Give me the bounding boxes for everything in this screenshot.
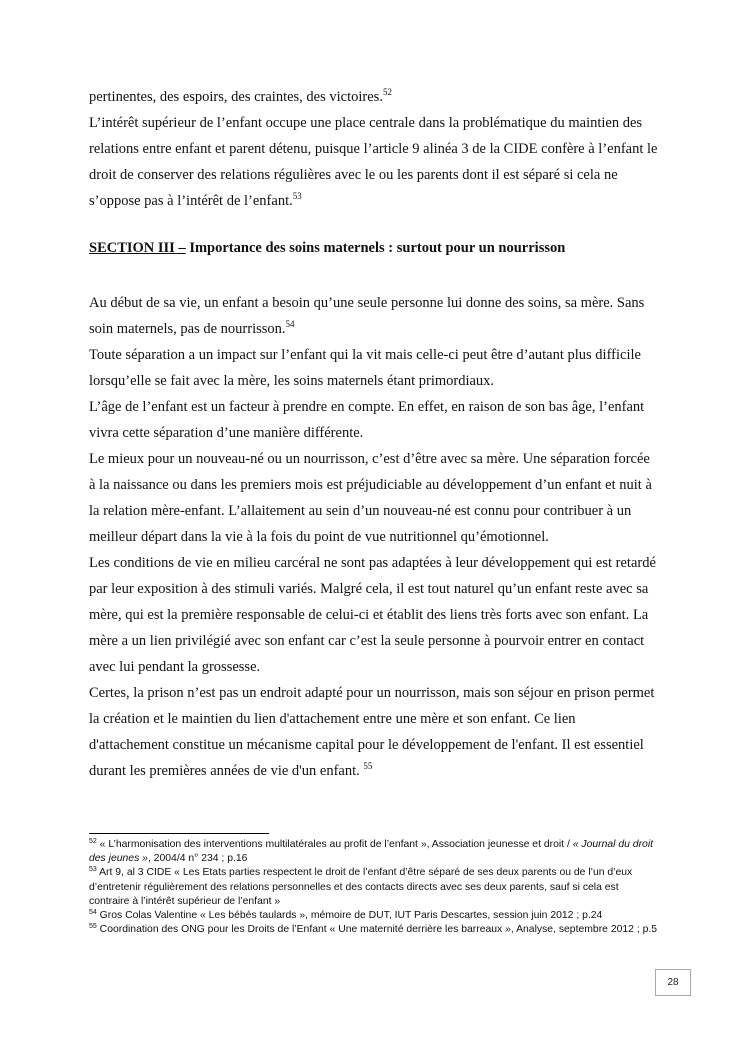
- page-number: 28: [655, 969, 691, 996]
- paragraph: Toute séparation a un impact sur l’enfant qui la vit mais celle-ci peut être d’autant plus difficile lorsqu’elle se fait avec la mère, les soins maternels étant primordiaux.: [89, 347, 641, 389]
- footnote: $^{55}$ Coordination des ONG pour les Droits de l’Enfant « Une maternité derrière les barreaux », Analyse, septembre 2012 ; p.5: [89, 923, 658, 936]
- paragraph: Certes, la prison n’est pas un endroit adapté pour un nourrisson, mais son séjour en prison permet la création et le maintien du lien d'attachement entre une mère et son enfant. Ce lien d'attachement constitue un mécanisme capital pour le développement de l'enfant. Il est essentiel durant les premières années de vie d'un enfant. $^{55}$: [89, 685, 655, 779]
- journal-title: « Journal du droit des jeunes »: [89, 839, 654, 865]
- section-heading: [89, 240, 659, 257]
- footnote-ref[interactable]: 53: [292, 191, 302, 201]
- paragraph: pertinentes, des espoirs, des craintes, des victoires.$^{52}$: [89, 87, 392, 105]
- footnote-number: 54: [89, 909, 97, 917]
- paragraph: L’intérêt supérieur de l’enfant occupe une place centrale dans la problématique du maintien des relations entre enfant et parent détenu, puisque l’article 9 alinéa 3 de la CIDE confère à l’enfant le droit de conserver des relations régulières avec le ou les parents dont il est séparé si cela ne s’oppose pas à l’intérêt de l’enfant.$^{53}$: [89, 115, 658, 209]
- footnote-ref[interactable]: 52: [382, 87, 392, 97]
- footnote: $^{54}$ Gros Colas Valentine « Les bébés taulards », mémoire de DUT, IUT Paris Descartes, session juin 2012 ; p.24: [89, 909, 603, 922]
- footnote-ref[interactable]: 54: [285, 319, 295, 329]
- section-label: SECTION III –: [89, 240, 186, 256]
- footnote-ref[interactable]: 55: [363, 761, 373, 771]
- footnote-separator: [89, 833, 269, 834]
- footnotes: [89, 838, 659, 937]
- paragraph: Au début de sa vie, un enfant a besoin qu’une seule personne lui donne des soins, sa mère. Sans soin maternels, pas de nourrisson.$^{54}$: [89, 295, 645, 337]
- footnote: $^{52}$ « L’harmonisation des interventions multilatérales au profit de l’enfant », Association jeunesse et droit / « Journal du droit des jeunes », 2004/4 n° 234 ; p.16: [89, 838, 654, 865]
- main-block: [89, 290, 659, 784]
- paragraph: Les conditions de vie en milieu carcéral ne sont pas adaptées à leur développement qui est retardé par leur exposition à des stimuli variés. Malgré cela, il est tout naturel qu’un enfant reste avec sa mère, qui est la première responsable de celui-ci et établit des liens très forts avec son enfant. La mère a un lien privilégié avec son enfant car c’est la seule personne à pourvoir entrer en contact avec lui pendant la grossesse.: [89, 555, 656, 675]
- footnote-number: 55: [89, 923, 97, 931]
- paragraph: Le mieux pour un nouveau-né ou un nourrisson, c’est d’être avec sa mère. Une séparation forcée à la naissance ou dans les premiers mois est préjudiciable au développement d’un enfant et nuit à la relation mère-enfant. L’allaitement au sein d’un nouveau-né est connu pour contribuer à un meilleur départ dans la vie à la fois du point de vue nutritionnel qu’émotionnel.: [89, 451, 652, 545]
- footnote-number: 53: [89, 866, 97, 874]
- section-title: Importance des soins maternels : surtout pour un nourrisson: [185, 240, 566, 256]
- paragraph: L’âge de l’enfant est un facteur à prendre en compte. En effet, en raison de son bas âge, l’enfant vivra cette séparation d’une manière différente.: [89, 399, 645, 441]
- intro-block: [89, 84, 659, 214]
- footnote: $^{53}$ Art 9, al 3 CIDE « Les Etats parties respectent le droit de l’enfant d’être séparé de ses deux parents ou de l’un d’eux d’entretenir régulièrement des relations personnelles et des contacts directs avec ses deux parents, sauf si cela est contraire à l’intérêt supérieur de l’enfant »: [89, 866, 633, 907]
- footnote-number: 52: [89, 838, 97, 845]
